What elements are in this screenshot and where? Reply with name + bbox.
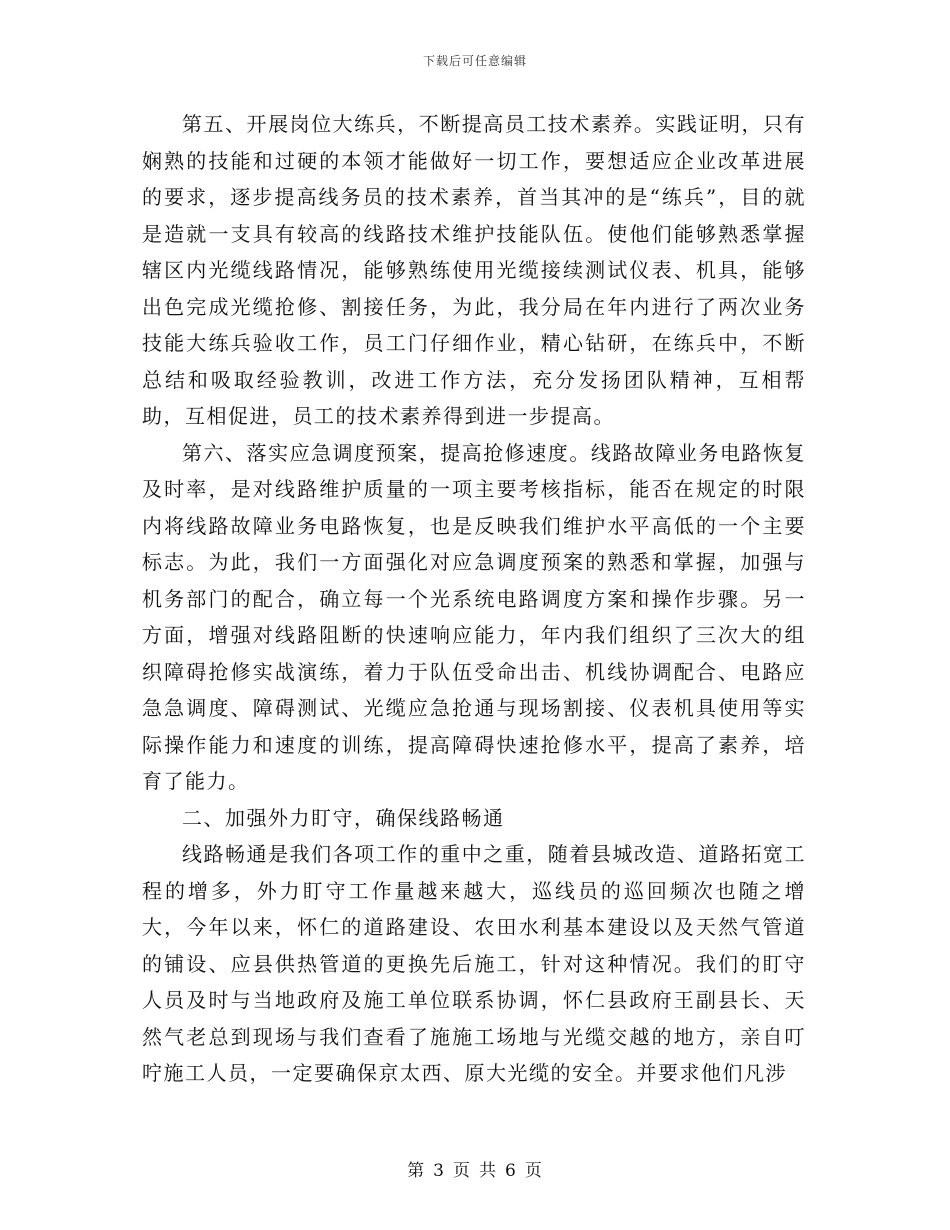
paragraph-line-patency: 线路畅通是我们各项工作的重中之重，随着县城改造、道路拓宽工程的增多，外力盯守工作量越来越大，巡线员的巡回频次也随之增大，今年以来，怀仁的道路建设、农田水利基本建设以及天然气管道的铺设、应县供热管道的更换先后施工，针对这种情况。我们的盯守人员及时与当地政府及施工单位联系协调，怀仁县政府王副县长、天然气老总到现场与我们查看了施施工场地与光缆交越的地方，亲自叮咛施工人员，一定要确保京太西、原大光缆的安全。并要求他们凡涉: [142, 842, 806, 1085]
paragraph-emergency-dispatch: 第六、落实应急调度预案，提高抢修速度。线路故障业务电路恢复及时率，是对线路维护质量的一项主要考核指标，能否在规定的时限内将线路故障业务电路恢复，也是反映我们维护水平高低的一个主要标志。为此，我们一方面强化对应急调度预案的熟悉和掌握，加强与机务部门的配合，确立每一个光系统电路调度方案和操作步骤。另一方面，增强对线路阻断的快速响应能力，年内我们组织了三次大的组织障碍抢修实战演练，着力于队伍受命出击、机线协调配合、电路应急急调度、障碍测试、光缆应急抢通与现场割接、仪表机具使用等实际操作能力和速度的训练，提高障碍快速抢修水平，提高了素养，培育了能力。: [142, 440, 806, 793]
footer-total-pages: 6: [505, 1161, 517, 1181]
page-footer: [0, 1156, 950, 1181]
footer-total-label: 共: [479, 1161, 497, 1181]
paragraph-skills-training: 第五、开展岗位大练兵，不断提高员工技术素养。实践证明，只有娴熟的技能和过硬的本领才能做好一切工作，要想适应企业改革进展的要求，逐步提高线务员的技术素养，首当其冲的是“练兵”，目的就是造就一支具有较高的线路技术维护技能队伍。使他们能够熟悉掌握辖区内光缆线路情况，能够熟练使用光缆接续测试仪表、机具，能够出色完成光缆抢修、割接任务，为此，我分局在年内进行了两次业务技能大练兵验收工作，员工门仔细作业，精心钻研，在练兵中，不断总结和吸取经验教训，改进工作方法，充分发扬团队精神，互相帮助，互相促进，员工的技术素养得到进一步提高。: [142, 112, 806, 428]
page-header: 下载后可任意编辑: [422, 54, 527, 68]
section-heading-external-monitoring: 二、加强外力盯守，确保线路畅通: [182, 805, 505, 830]
footer-suffix: 页: [524, 1161, 543, 1181]
footer-current-page: 3: [433, 1161, 445, 1181]
footer-prefix: 第: [407, 1161, 426, 1181]
footer-page-label: 页: [453, 1161, 471, 1181]
document-body: [142, 106, 806, 1092]
